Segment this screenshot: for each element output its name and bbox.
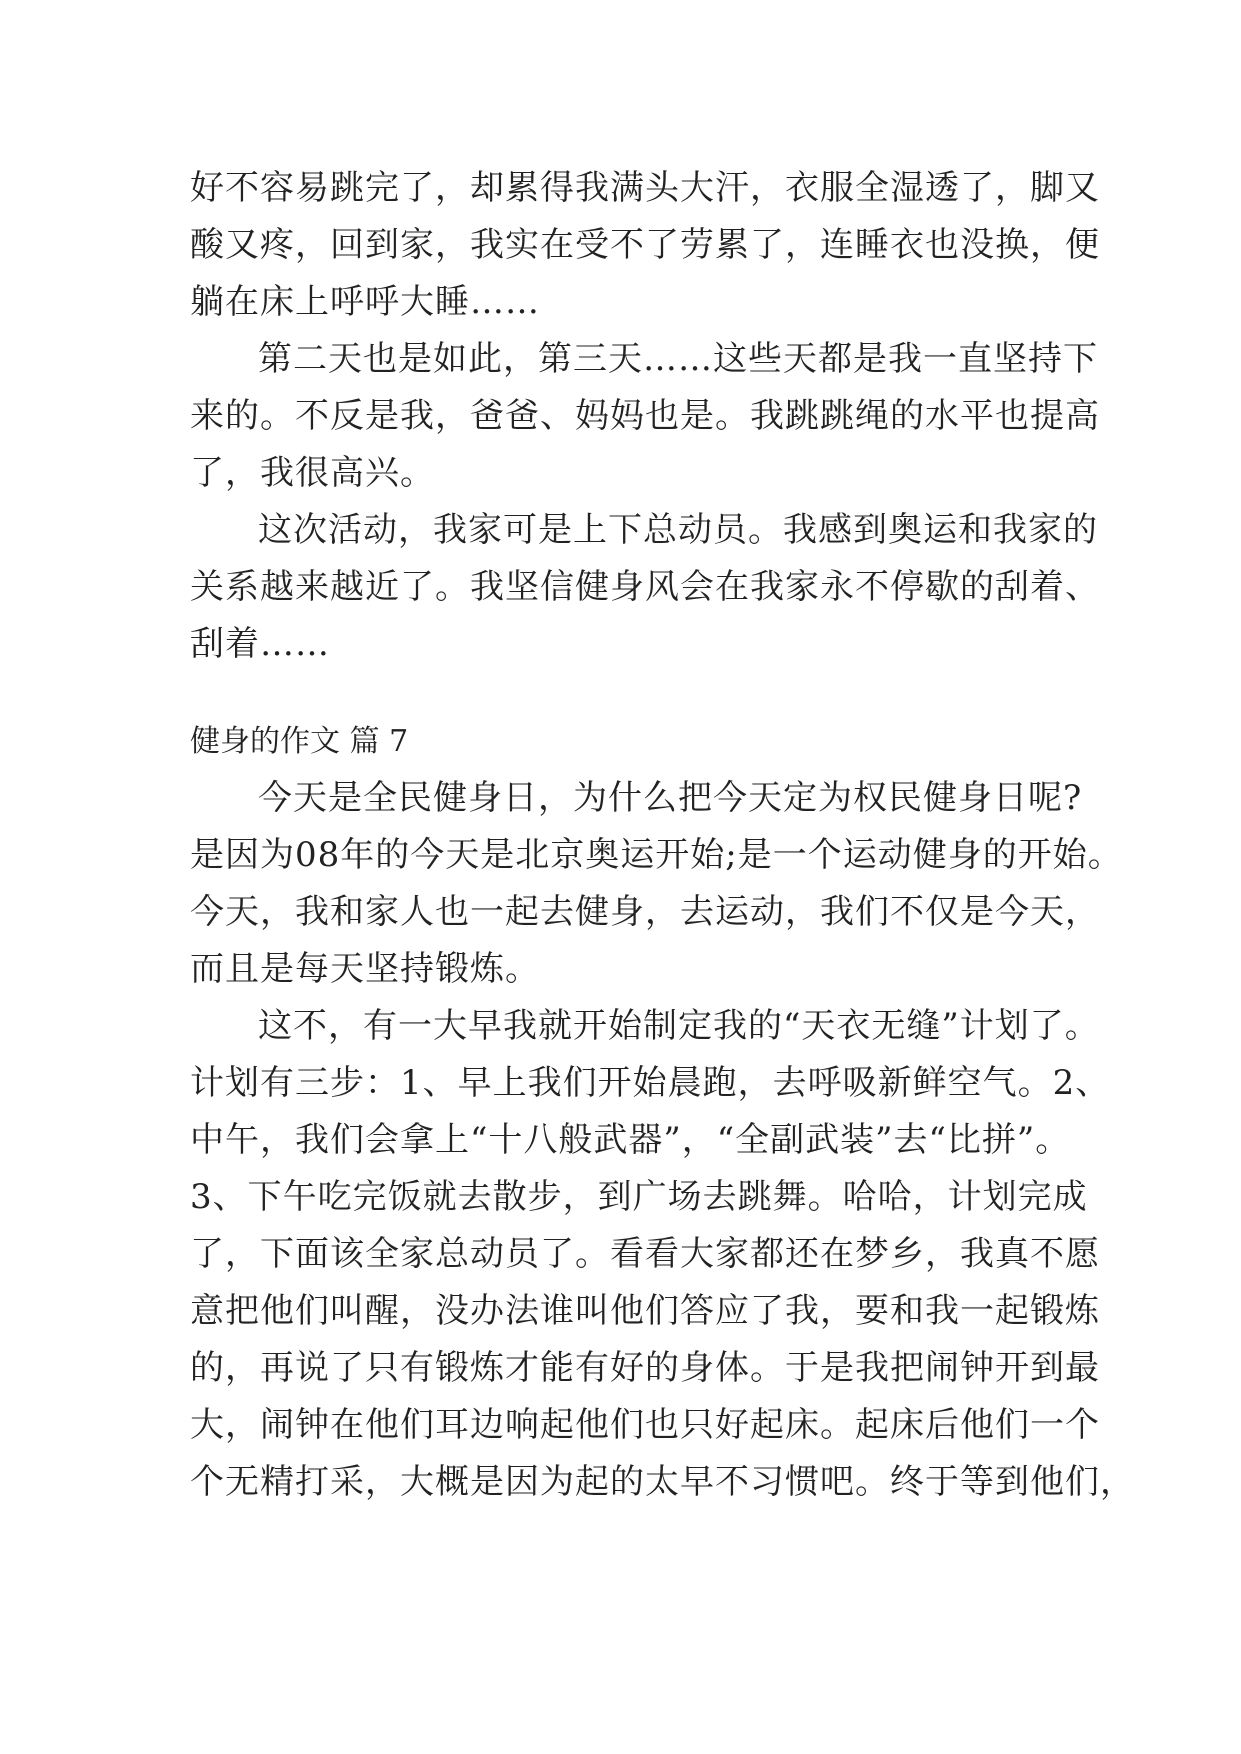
text-line: 的，再说了只有锻炼才能有好的身体。于是我把闹钟开到最 [190, 1348, 1100, 1388]
text-line: 中午，我们会拿上“十八般武器”，“全副武装”去“比拼”。 [190, 1120, 1071, 1160]
text-line: 这不，有一大早我就开始制定我的“天衣无缝”计划了。 [258, 1006, 1100, 1046]
text-line: 3、下午吃完饭就去散步，到广场去跳舞。哈哈，计划完成 [190, 1177, 1088, 1217]
section-heading: 健身的作文 篇 7 [190, 724, 409, 759]
text-line: 这次活动，我家可是上下总动员。我感到奥运和我家的 [258, 510, 1098, 550]
text-line: 好不容易跳完了，却累得我满头大汗，衣服全湿透了，脚又 [190, 168, 1100, 208]
text-line: 意把他们叫醒，没办法谁叫他们答应了我，要和我一起锻炼 [190, 1291, 1100, 1331]
text-line: 计划有三步：1、早上我们开始晨跑，去呼吸新鲜空气。2、 [190, 1063, 1111, 1103]
section-gap [190, 673, 1050, 713]
text-line: 躺在床上呼呼大睡…… [190, 282, 540, 322]
text-line: 大，闹钟在他们耳边响起他们也只好起床。起床后他们一个 [190, 1405, 1100, 1445]
text-line: 酸又疼，回到家，我实在受不了劳累了，连睡衣也没换，便 [190, 225, 1100, 265]
text-line: 第二天也是如此，第三天……这些天都是我一直坚持下 [258, 339, 1098, 379]
text-line: 刮着…… [190, 624, 330, 664]
text-line: 是因为08年的今天是北京奥运开始;是一个运动健身的开始。 [190, 835, 1123, 875]
text-line: 而且是每天坚持锻炼。 [190, 949, 540, 989]
text-line: 个无精打采，大概是因为起的太早不习惯吧。终于等到他们， [190, 1462, 1135, 1502]
text-line: 今天是全民健身日，为什么把今天定为权民健身日呢? [258, 778, 1083, 818]
text-line: 来的。不反是我，爸爸、妈妈也是。我跳跳绳的水平也提高 [190, 396, 1100, 436]
text-line: 关系越来越近了。我坚信健身风会在我家永不停歇的刮着、 [190, 567, 1100, 607]
text-line: 今天，我和家人也一起去健身，去运动，我们不仅是今天， [190, 892, 1100, 932]
document-page [190, 160, 1135, 1511]
text-line: 了，我很高兴。 [190, 453, 435, 493]
text-line: 了，下面该全家总动员了。看看大家都还在梦乡，我真不愿 [190, 1234, 1100, 1274]
